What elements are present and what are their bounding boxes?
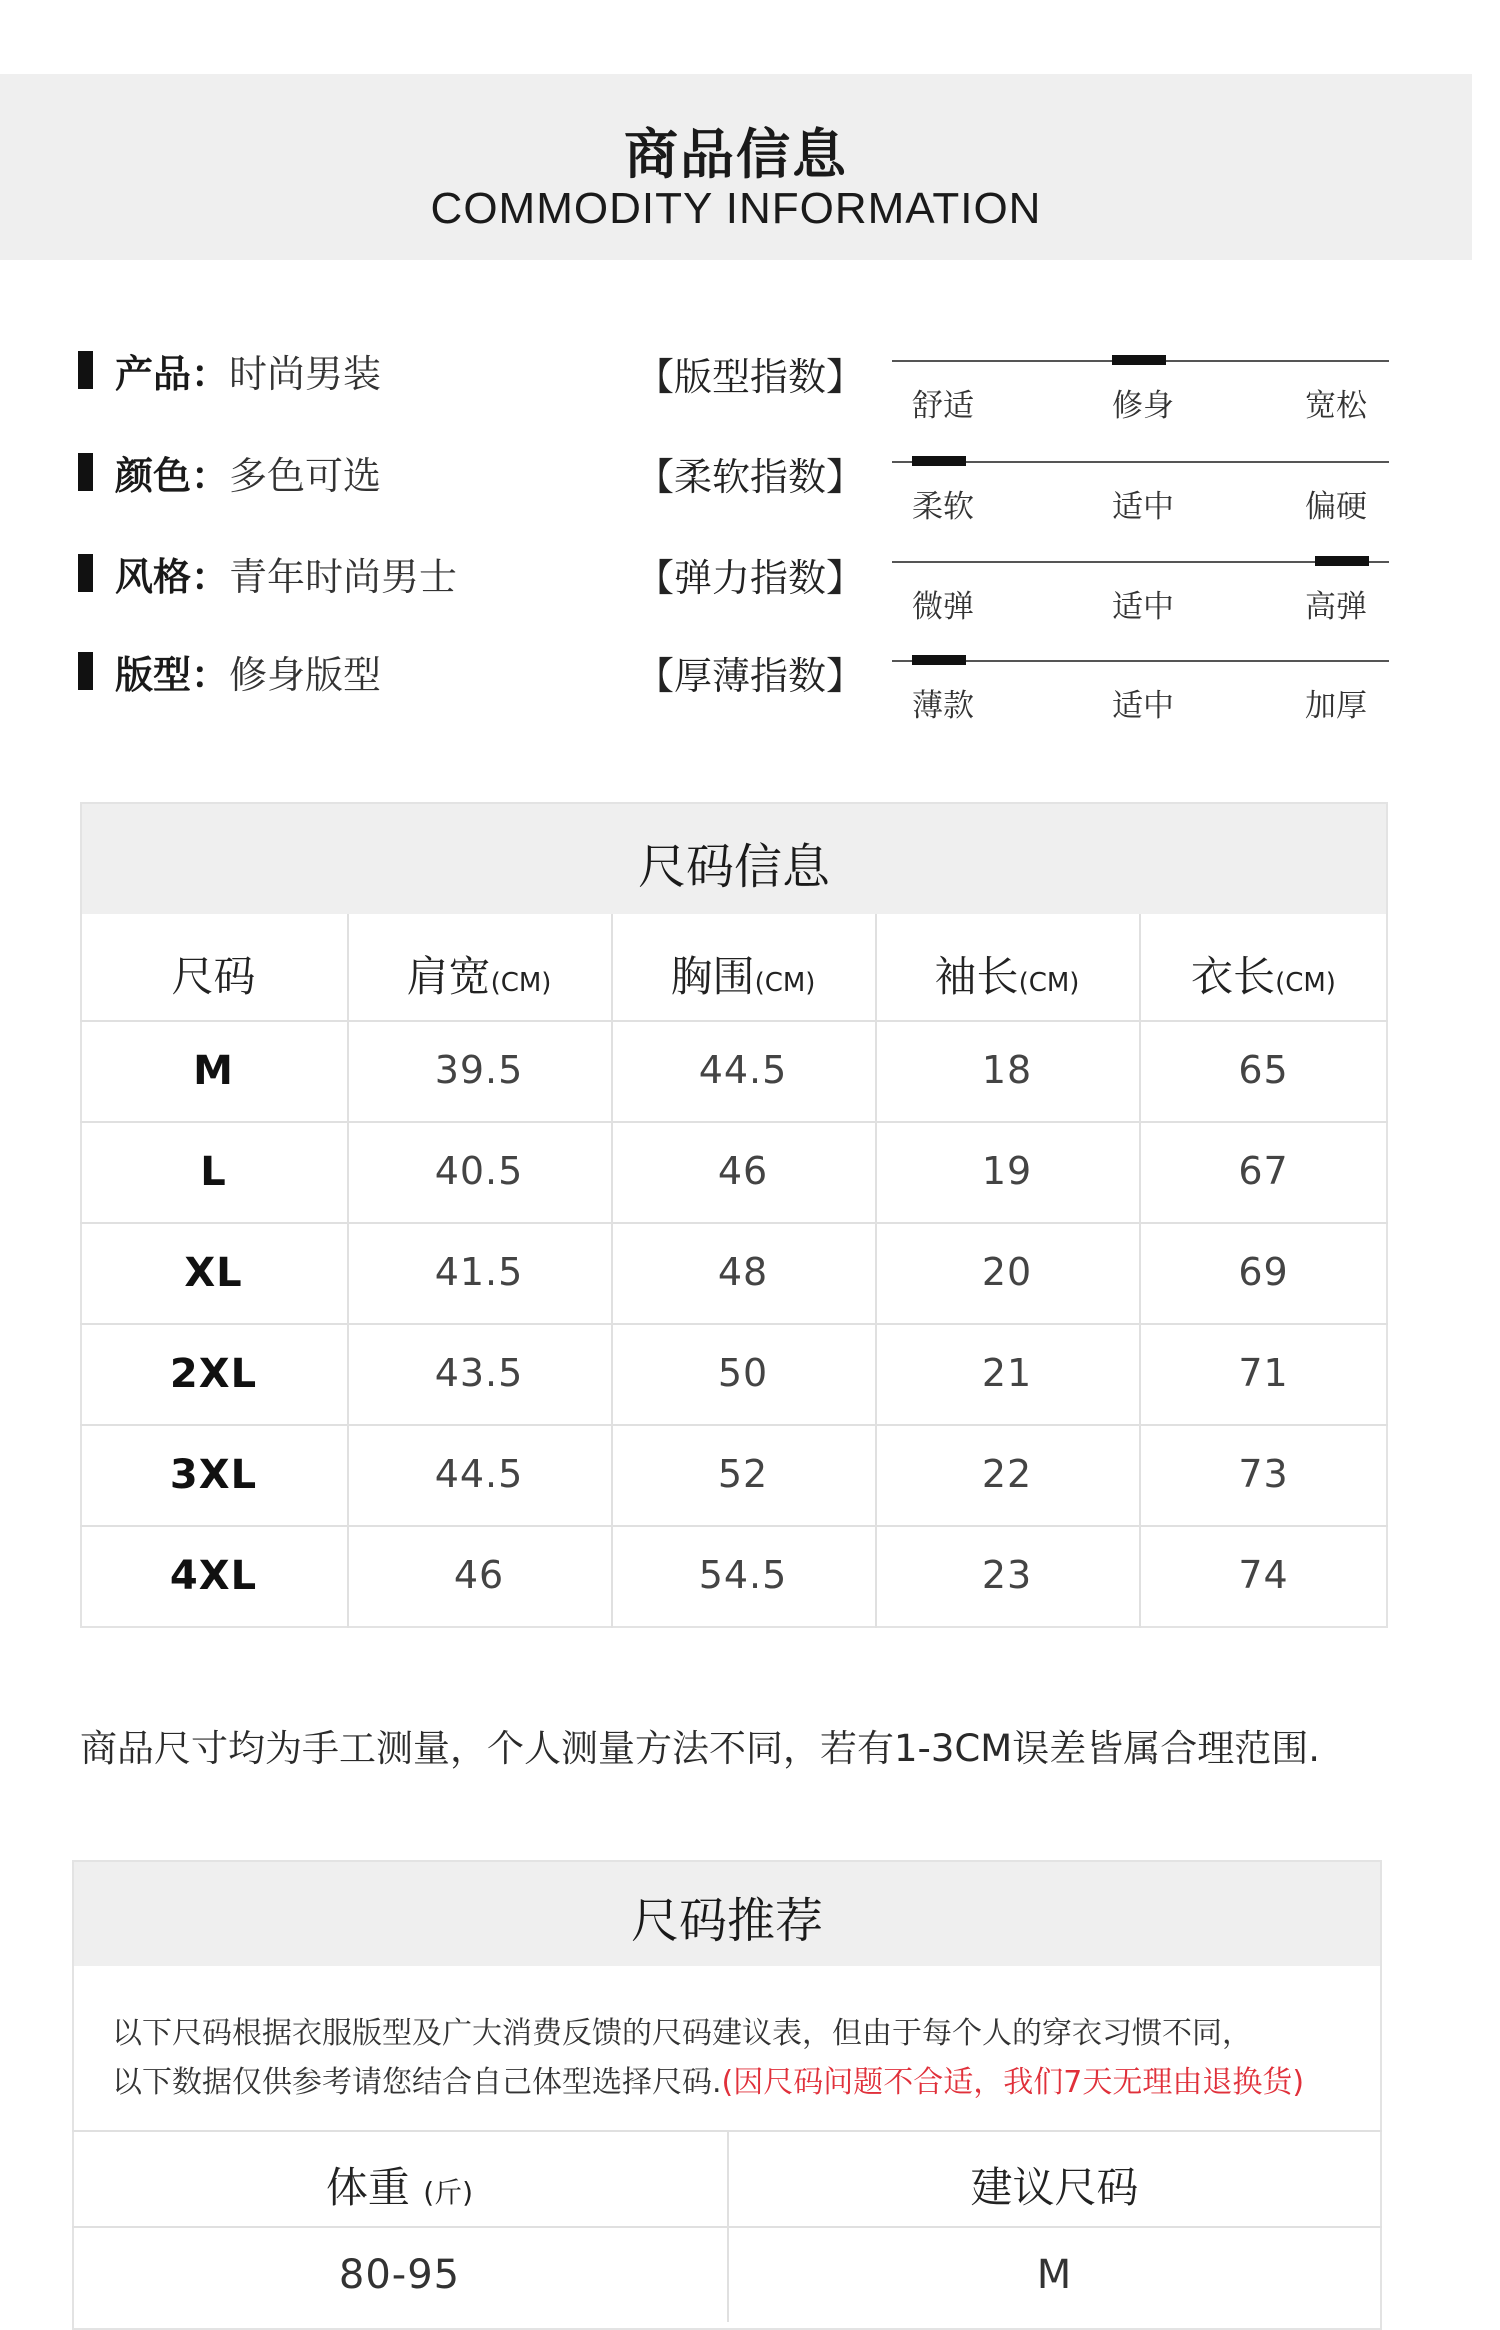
scale-option: 加厚 (1305, 688, 1367, 724)
page-subtitle: COMMODITY INFORMATION (430, 184, 1042, 233)
row-divider (80, 1020, 1388, 1022)
return-policy-note: (因尺码问题不合适，我们7天无理由退换货) (721, 2065, 1305, 2100)
scale-line (892, 660, 1389, 662)
attribute-color (78, 442, 381, 502)
row-divider (80, 1323, 1388, 1325)
row-divider (80, 1424, 1388, 1426)
shoulder-cell: 44.5 (434, 1452, 524, 1496)
attribute-key: 风格： (115, 554, 230, 599)
row-divider (80, 1222, 1388, 1224)
scale-marker (912, 456, 966, 466)
attribute-key: 颜色： (115, 453, 230, 498)
chest-cell: 44.5 (698, 1048, 788, 1092)
recommendation-title: 尺码推荐 (630, 1893, 823, 1949)
attribute-style (78, 543, 457, 603)
scale-option: 适中 (1112, 589, 1174, 625)
shoulder-cell: 39.5 (434, 1048, 524, 1092)
weight-header: 体重 (斤) (325, 2163, 474, 2212)
bullet-bar (78, 351, 93, 389)
sleeve-cell: 19 (981, 1149, 1033, 1193)
weight-cell: 80-95 (338, 2252, 461, 2298)
index-label-fit: 【版型指数】 (636, 355, 865, 399)
scale-marker (1315, 556, 1369, 566)
row-divider (80, 1121, 1388, 1123)
index-scale-thickness (892, 660, 1389, 724)
size-cell: L (200, 1149, 227, 1195)
attribute-key: 产品： (115, 351, 230, 396)
index-scale-fit (892, 360, 1389, 424)
sleeve-cell: 23 (981, 1553, 1033, 1597)
chest-cell: 52 (717, 1452, 769, 1496)
bullet-bar (78, 554, 93, 592)
shoulder-cell: 41.5 (434, 1250, 524, 1294)
size-cell: 4XL (169, 1553, 258, 1599)
index-label-elasticity: 【弹力指数】 (636, 556, 865, 600)
chest-cell: 54.5 (698, 1553, 788, 1597)
scale-option: 偏硬 (1305, 489, 1367, 525)
length-cell: 69 (1238, 1250, 1289, 1294)
attribute-value: 青年时尚男士 (229, 554, 458, 599)
sleeve-cell: 20 (981, 1250, 1033, 1294)
chest-cell: 48 (717, 1250, 769, 1294)
scale-option: 微弹 (912, 589, 974, 625)
recommended-size-header: 建议尺码 (970, 2163, 1139, 2212)
sleeve-cell: 21 (981, 1351, 1033, 1395)
column-header: 衣长(CM) (1191, 952, 1336, 1001)
column-header: 胸围(CM) (670, 952, 816, 1001)
shoulder-cell: 46 (453, 1553, 505, 1597)
chest-cell: 50 (717, 1351, 769, 1395)
length-cell: 74 (1238, 1553, 1289, 1597)
measurement-note: 商品尺寸均为手工测量，个人测量方法不同，若有1-3CM误差皆属合理范围. (80, 1727, 1320, 1770)
recommendation-desc-line2: 以下数据仅供参考请您结合自己体型选择尺码.(因尺码问题不合适，我们7天无理由退换货) (112, 2065, 1305, 2100)
length-cell: 73 (1238, 1452, 1289, 1496)
page-title: 商品信息 (624, 123, 848, 186)
shoulder-cell: 43.5 (434, 1351, 524, 1395)
sleeve-cell: 22 (981, 1452, 1033, 1496)
attribute-value: 时尚男装 (229, 351, 382, 396)
attribute-product (78, 340, 381, 400)
scale-option: 薄款 (912, 688, 974, 724)
scale-option: 舒适 (912, 388, 974, 424)
column-header: 肩宽(CM) (406, 952, 552, 1001)
scale-marker (1112, 355, 1166, 365)
size-table-title: 尺码信息 (637, 839, 830, 895)
bullet-bar (78, 652, 93, 690)
scale-option: 修身 (1112, 388, 1174, 424)
sleeve-cell: 18 (981, 1048, 1033, 1092)
length-cell: 67 (1238, 1149, 1289, 1193)
recommendation-desc-line1: 以下尺码根据衣服版型及广大消费反馈的尺码建议表，但由于每个人的穿衣习惯不同， (112, 2016, 1252, 2051)
shoulder-cell: 40.5 (434, 1149, 524, 1193)
size-cell: 2XL (169, 1351, 258, 1397)
scale-option: 适中 (1112, 489, 1174, 525)
scale-option: 宽松 (1305, 388, 1367, 424)
size-cell: M (193, 1048, 234, 1094)
length-cell: 65 (1238, 1048, 1289, 1092)
index-label-thickness: 【厚薄指数】 (636, 654, 865, 698)
size-cell: 3XL (169, 1452, 258, 1498)
size-table (80, 802, 1388, 1628)
scale-marker (912, 655, 966, 665)
attribute-key: 版型： (115, 652, 230, 697)
scale-option: 柔软 (912, 489, 974, 525)
scale-line (892, 461, 1389, 463)
attribute-value: 修身版型 (229, 652, 382, 697)
size-cell: XL (184, 1250, 243, 1296)
scale-option: 适中 (1112, 688, 1174, 724)
attribute-value: 多色可选 (229, 453, 382, 498)
column-header: 尺码 (171, 952, 256, 1001)
recommended-size-cell: M (1036, 2252, 1073, 2298)
bullet-bar (78, 453, 93, 491)
column-header: 袖长(CM) (934, 952, 1080, 1001)
index-scale-elasticity (892, 561, 1389, 625)
attribute-fit (78, 641, 381, 701)
length-cell: 71 (1238, 1351, 1289, 1395)
index-scale-softness (892, 461, 1389, 525)
index-label-softness: 【柔软指数】 (636, 455, 865, 499)
scale-option: 高弹 (1305, 589, 1367, 625)
chest-cell: 46 (717, 1149, 769, 1193)
row-divider (80, 1525, 1388, 1527)
